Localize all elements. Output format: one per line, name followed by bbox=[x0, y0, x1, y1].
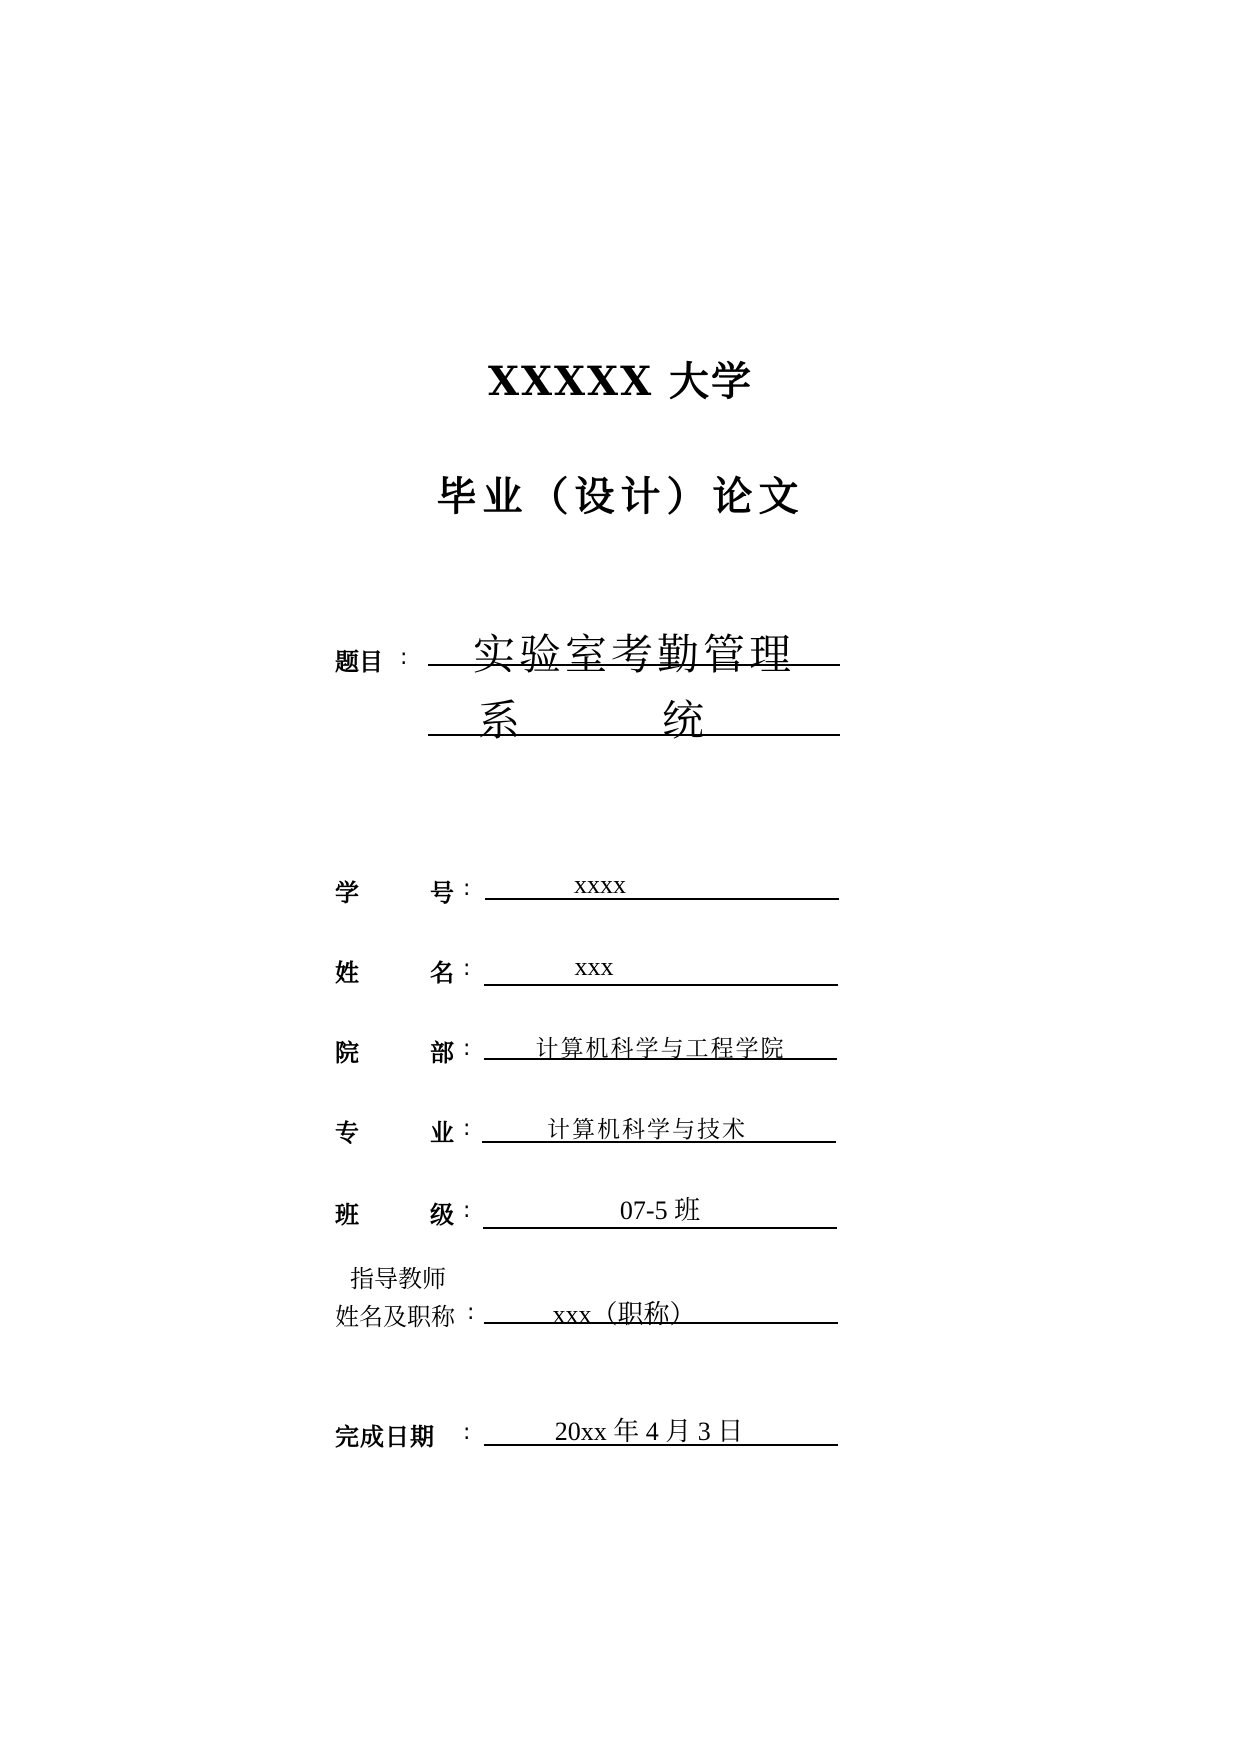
major-value: 计算机科学与技术 bbox=[547, 1117, 747, 1143]
completion-date-value: 20xx 年 4 月 3 日 bbox=[554, 1417, 744, 1446]
completion-date-colon: : bbox=[463, 1420, 471, 1445]
department-label-a: 院 bbox=[335, 1039, 359, 1067]
name-label-a: 姓 bbox=[335, 959, 359, 987]
advisor-label-line-2: 姓名及职称 bbox=[335, 1303, 455, 1331]
student-id-value: xxxx bbox=[574, 870, 626, 899]
student-id-label-a: 学 bbox=[335, 879, 359, 907]
major-colon: : bbox=[463, 1116, 471, 1141]
advisor-label-line-1: 指导教师 bbox=[350, 1265, 446, 1293]
advisor-value: xxx（职称） bbox=[552, 1300, 696, 1329]
student-id-label-b: 号 bbox=[430, 879, 454, 907]
department-value: 计算机科学与工程学院 bbox=[535, 1036, 786, 1062]
name-value: xxx bbox=[574, 952, 614, 981]
department-label-b: 部 bbox=[430, 1039, 454, 1067]
topic-line-2: 系 统 bbox=[477, 696, 708, 745]
thesis-type-title: 毕业（设计）论文 bbox=[436, 473, 805, 520]
class-label-a: 班 bbox=[335, 1201, 359, 1229]
topic-label: 题目 bbox=[335, 648, 383, 676]
name-underline bbox=[484, 984, 838, 986]
topic-colon: : bbox=[400, 645, 408, 670]
student-id-colon: : bbox=[463, 876, 471, 901]
topic-line-1: 实验室考勤管理 bbox=[472, 630, 795, 679]
name-colon: : bbox=[463, 956, 471, 981]
advisor-colon: : bbox=[467, 1300, 475, 1325]
major-label-a: 专 bbox=[335, 1119, 359, 1147]
department-colon: : bbox=[463, 1036, 471, 1061]
major-label-b: 业 bbox=[430, 1119, 454, 1147]
class-underline bbox=[483, 1227, 837, 1229]
class-value: 07-5 班 bbox=[619, 1196, 701, 1225]
name-label-b: 名 bbox=[430, 959, 454, 987]
completion-date-label: 完成日期 bbox=[335, 1423, 435, 1451]
class-label-b: 级 bbox=[430, 1201, 454, 1229]
class-colon: : bbox=[463, 1198, 471, 1223]
university-name: XXXXX 大学 bbox=[487, 358, 754, 405]
